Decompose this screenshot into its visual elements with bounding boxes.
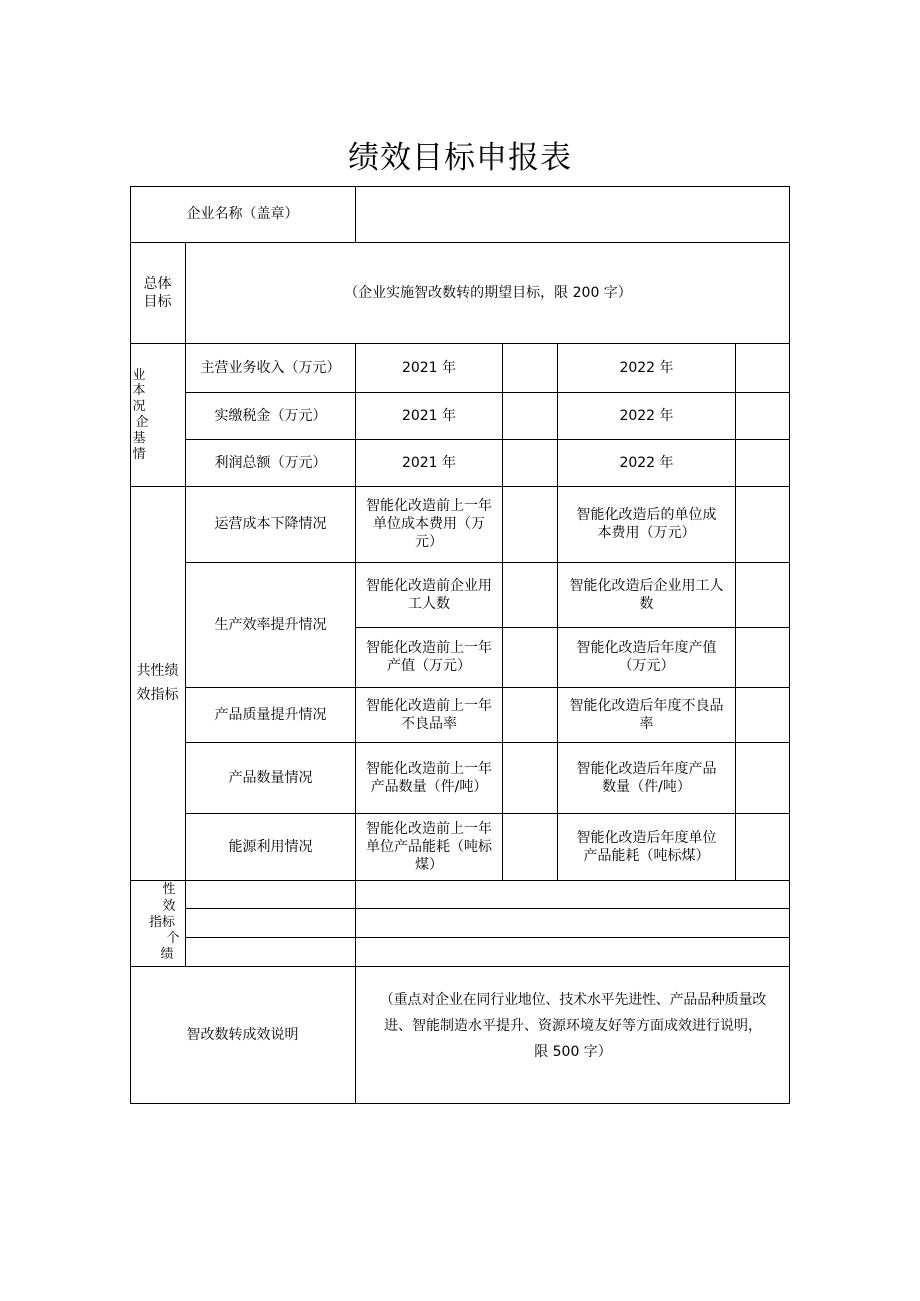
- page-title: 绩效目标申报表: [348, 140, 572, 176]
- output-after-value[interactable]: [736, 627, 790, 687]
- quantity-after-value[interactable]: [736, 742, 790, 813]
- outcome-label: 智改数转成效说明: [186, 1027, 299, 1043]
- cost-after-value[interactable]: [736, 486, 790, 562]
- profit-label: 利润总额（万元）: [214, 454, 327, 471]
- workers-after-label: [558, 562, 735, 627]
- text-line: 智能化改造前上一年: [366, 498, 492, 514]
- revenue-year1: 2021 年: [401, 359, 457, 376]
- performance-target-table: [130, 186, 790, 1104]
- text-line: 元）: [415, 534, 443, 550]
- basic-group-label-char: 业: [132, 368, 146, 383]
- individual-label-char: 性: [162, 882, 176, 897]
- basic-group-label-char: 基: [132, 431, 146, 446]
- text-line: 产值（万元）: [387, 658, 471, 674]
- text-line: 率: [639, 715, 654, 732]
- text-line: 煤）: [415, 856, 443, 873]
- individual-indicator-name[interactable]: [186, 937, 355, 966]
- defect-before-value[interactable]: [503, 687, 557, 742]
- energy-label: 能源利用情况: [228, 838, 313, 855]
- individual-label-char: 指标: [148, 915, 175, 930]
- individual-label-char: 效: [162, 899, 176, 914]
- workers-before-label: [356, 562, 502, 627]
- text-line: 本费用（万元）: [597, 525, 696, 541]
- text-line: 智能化改造前上一年: [366, 820, 492, 837]
- revenue-year2-value[interactable]: [736, 343, 790, 392]
- individual-indicator-value[interactable]: [356, 908, 790, 937]
- energy-after-value[interactable]: [736, 813, 790, 880]
- tax-year2-value[interactable]: [736, 392, 790, 439]
- cost-before-label: [356, 486, 502, 562]
- overall-target-field[interactable]: （企业实施智改数转的期望目标，限 200 字）: [344, 284, 632, 301]
- quality-label: 产品质量提升情况: [214, 706, 327, 723]
- text-line: 智能化改造前上一年: [366, 697, 492, 714]
- individual-indicator-value[interactable]: [356, 937, 790, 966]
- company-name-label: 企业名称（盖章）: [186, 206, 299, 222]
- individual-label-char: 绩: [160, 947, 174, 962]
- text-line: （重点对企业在同行业地位、技术水平先进性、产品品种质量改: [379, 992, 767, 1008]
- common-label-line1: 共性绩: [136, 663, 179, 679]
- quantity-after-label: [558, 742, 735, 813]
- text-line: 数: [639, 595, 654, 612]
- text-line: 智能化改造前上一年: [366, 640, 492, 656]
- overall-label-line2: 目标: [143, 293, 172, 310]
- output-before-label: [356, 627, 502, 687]
- defect-after-value[interactable]: [736, 687, 790, 742]
- text-line: 单位产品能耗（吨标: [366, 838, 492, 855]
- tax-year1-value[interactable]: [503, 392, 557, 439]
- text-line: 进、智能制造水平提升、资源环境友好等方面成效进行说明，: [384, 1018, 762, 1034]
- basic-group-label-char: 本: [132, 383, 146, 398]
- workers-before-value[interactable]: [503, 562, 557, 627]
- cost-before-value[interactable]: [503, 486, 557, 562]
- energy-before-value[interactable]: [503, 813, 557, 880]
- efficiency-label: 生产效率提升情况: [214, 616, 327, 633]
- common-label-line2: 效指标: [136, 687, 179, 703]
- text-line: （万元）: [618, 658, 675, 674]
- output-after-label: [558, 627, 735, 687]
- overall-target-label: [130, 242, 185, 343]
- revenue-year2: 2022 年: [619, 359, 674, 376]
- text-line: 不良品率: [401, 715, 457, 732]
- energy-after-label: [558, 813, 735, 880]
- tax-label: 实缴税金（万元）: [214, 407, 327, 424]
- workers-after-value[interactable]: [736, 562, 790, 627]
- revenue-label: 主营业务收入（万元）: [200, 359, 341, 376]
- energy-before-label: [356, 813, 502, 880]
- individual-indicator-name[interactable]: [186, 880, 355, 908]
- tax-year2: 2022 年: [619, 407, 674, 424]
- text-line: 智能化改造后的单位成: [576, 507, 717, 523]
- text-line: 智能化改造后年度产值: [576, 640, 717, 656]
- overall-label-line1: 总体: [143, 275, 172, 292]
- quantity-before-value[interactable]: [503, 742, 557, 813]
- basic-group-label-char: 情: [132, 447, 146, 462]
- text-line: 智能化改造后年度不良品: [569, 697, 724, 714]
- cost-reduction-label: 运营成本下降情况: [214, 516, 327, 532]
- text-line: 工人数: [408, 595, 450, 612]
- individual-label-char: 个: [166, 931, 180, 946]
- individual-indicator-name[interactable]: [186, 908, 355, 937]
- profit-year2: 2022 年: [619, 454, 674, 471]
- defect-after-label: [558, 687, 735, 742]
- basic-group-label-char: 企: [135, 415, 149, 430]
- text-line: 智能化改造后企业用工人: [569, 577, 724, 594]
- profit-year1: 2021 年: [401, 454, 457, 471]
- cost-after-label: [558, 486, 735, 562]
- quantity-label: 产品数量情况: [228, 769, 313, 786]
- quantity-before-label: [356, 742, 502, 813]
- text-line: 智能化改造前企业用: [366, 577, 492, 594]
- individual-indicator-value[interactable]: [356, 880, 790, 908]
- text-line: 单位成本费用（万: [373, 516, 485, 532]
- text-line: 智能化改造后年度产品: [576, 760, 717, 777]
- profit-year2-value[interactable]: [736, 439, 790, 486]
- text-line: 智能化改造前上一年: [366, 760, 492, 777]
- output-before-value[interactable]: [503, 627, 557, 687]
- text-line: 智能化改造后年度单位: [576, 829, 717, 846]
- text-line: 数量（件/吨）: [602, 778, 691, 795]
- tax-year1: 2021 年: [401, 407, 457, 424]
- text-line: 产品能耗（吨标煤）: [583, 847, 710, 864]
- company-name-field[interactable]: [356, 186, 790, 242]
- revenue-year1-value[interactable]: [503, 343, 557, 392]
- profit-year1-value[interactable]: [503, 439, 557, 486]
- text-line: 限 500 字）: [534, 1044, 612, 1060]
- basic-group-label-char: 况: [132, 399, 146, 414]
- defect-before-label: [356, 687, 502, 742]
- common-indicators-label: [130, 486, 185, 880]
- text-line: 产品数量（件/吨）: [370, 778, 488, 795]
- outcome-field[interactable]: [356, 966, 790, 1104]
